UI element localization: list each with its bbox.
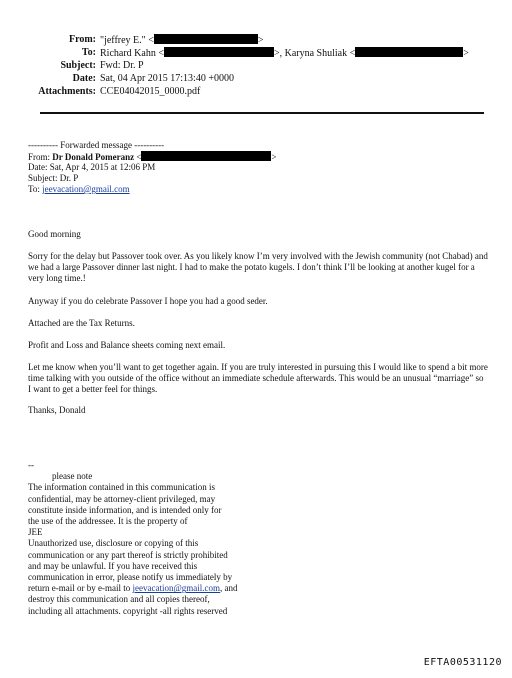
header-divider [40, 112, 484, 114]
disclaimer-line: JEE [28, 527, 43, 538]
paragraph-2-text: Anyway if you do celebrate Passover I hope you had a good seder. [28, 296, 268, 306]
message-paragraph-2 [28, 296, 488, 307]
forwarded-from-bracket: < [134, 152, 142, 162]
disclaimer-line: including all attachments. copyright -all rights reserved [28, 605, 228, 616]
redaction-bar [355, 47, 463, 57]
forwarded-separator: ---------- Forwarded message ---------- [28, 140, 165, 150]
subject-value: Fwd: Dr. P [100, 60, 144, 71]
to-value: Richard Kahn < [100, 48, 164, 59]
closing-text: Thanks, Donald [28, 405, 86, 415]
disclaimer-line: confidential, may be attorney-client privileged, may [28, 493, 216, 504]
signature-block [28, 460, 237, 617]
forwarded-from-name: Dr Donald Pomeranz [52, 152, 135, 162]
message-greeting [28, 229, 488, 240]
forwarded-to-email-link[interactable]: jeevacation@gmail.com [42, 184, 130, 194]
paragraph-1-text: Sorry for the delay but Passover took over. As you likely know I’m very involved with the Jewish community (not Chabad) and we had a large Passover dinner last night. I had to make the potato kugels. I don’t think I’ll be looking at another kugel for a very long time.! [28, 251, 488, 283]
forwarded-to-prefix: To: [28, 184, 43, 194]
forwarded-to-line [28, 184, 130, 195]
signature-note: please note [52, 471, 93, 482]
paragraph-5-text: Let me know when you’ll want to get together again. If you are truly interested in pursuing this I would like to spend a bit more time talking with you outside of the office without an immediate schedule afterwards. This would be an unusual “marriage” so I want to get a better feel for things. [28, 362, 488, 394]
disclaimer-email-link[interactable]: jeevacation@gmail.com [132, 583, 220, 594]
to-mid: >, Karyna Shuliak < [273, 48, 356, 59]
message-paragraph-3 [28, 318, 488, 329]
message-paragraph-4 [28, 340, 488, 351]
message-paragraph-5 [28, 362, 488, 395]
from-value-wrap [100, 34, 264, 47]
forwarded-date-line: Date: Sat, Apr 4, 2015 at 12:06 PM [28, 162, 156, 172]
document-id: EFTA00531120 [423, 657, 502, 668]
disclaimer-email-suffix: , and [219, 583, 238, 594]
message-paragraph-1 [28, 251, 488, 284]
disclaimer-line: constitute inside information, and is intended only for [28, 504, 222, 515]
from-tail: > [257, 35, 264, 46]
forwarded-from-tail: > [271, 152, 277, 162]
disclaimer-line: The information contained in this communication is [28, 482, 215, 493]
from-label: From: [68, 34, 96, 45]
date-value: Sat, 04 Apr 2015 17:13:40 +0000 [100, 73, 234, 84]
redaction-bar [164, 47, 274, 57]
to-label: To: [81, 47, 96, 58]
attachments-value: CCE04042015_0000.pdf [100, 86, 201, 97]
to-value-wrap [100, 47, 469, 60]
disclaimer-line: communication or any part thereof is strictly prohibited [28, 549, 228, 560]
signature-dashes: -- [28, 460, 34, 470]
attachments-label: Attachments: [38, 86, 96, 97]
redaction-bar [141, 151, 271, 161]
paragraph-3-text: Attached are the Tax Returns. [28, 318, 135, 328]
to-tail: > [463, 48, 469, 59]
greeting-text: Good morning [28, 229, 81, 239]
from-value: "jeffrey E." < [100, 35, 154, 46]
disclaimer-email-prefix: return e-mail or by e-mail to [28, 583, 133, 594]
forwarded-subject-line: Subject: Dr. P [28, 173, 79, 183]
forwarded-from-prefix: From: [28, 152, 53, 162]
paragraph-4-text: Profit and Loss and Balance sheets coming next email. [28, 340, 226, 350]
disclaimer-line: destroy this communication and all copies thereof, [28, 594, 210, 605]
disclaimer-line: Unauthorized use, disclosure or copying of this [28, 538, 199, 549]
subject-label: Subject: [60, 60, 96, 71]
disclaimer-line: and may be unlawful. If you have received this [28, 560, 198, 571]
disclaimer-line: communication in error, please notify us immediately by [28, 572, 233, 583]
disclaimer-email-line [28, 583, 237, 594]
date-label: Date: [72, 73, 96, 84]
message-closing [28, 405, 488, 416]
disclaimer-line: the use of the addressee. It is the property of [28, 516, 188, 527]
redaction-bar [154, 34, 258, 44]
